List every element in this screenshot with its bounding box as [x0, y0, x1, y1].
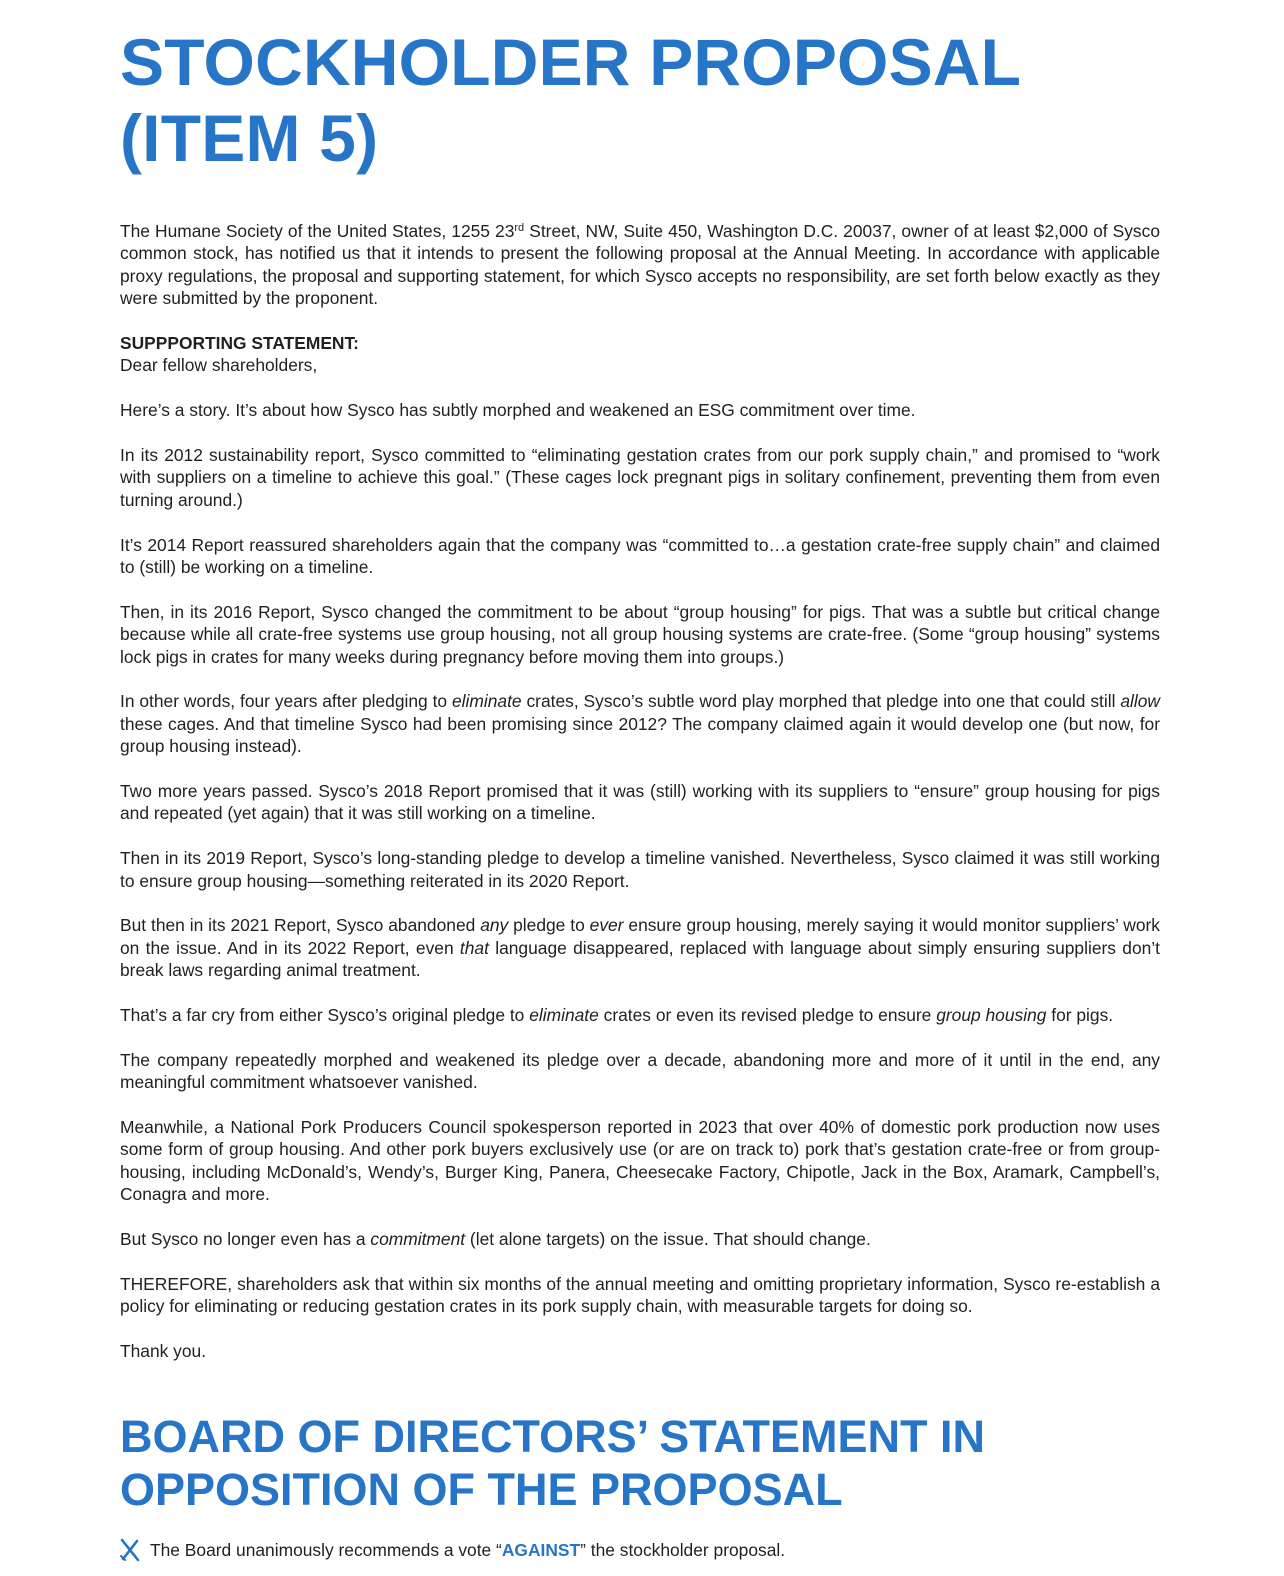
p12-text-b: (let alone targets) on the issue. That should change. [465, 1229, 871, 1250]
p8-text-d: language disappeared, replaced with language about simply ensuring suppliers don’t break laws regarding animal treatment. [120, 937, 1160, 981]
p5-text-a: In other words, four years after pledging to [120, 691, 452, 712]
p5-emphasis-eliminate: eliminate [451, 691, 522, 712]
p9-text-c: for pigs. [1046, 1005, 1114, 1026]
p5-text-b: crates, Sysco’s subtle word play morphed that pledge into one that could still [521, 691, 1121, 712]
board-title-line-1: BOARD OF DIRECTORS’ STATEMENT IN [120, 1411, 986, 1462]
recommendation-text-end: ” the stockholder proposal. [580, 1539, 786, 1560]
x-mark-icon [120, 1538, 140, 1562]
intro-text-rest: Street, NW, Suite 450, Washington D.C. 20037, owner of at least $2,000 of Sysco common stock, has notified us that it intends to present the following proposal at the Annual Meeting. In accordance with applicable proxy regulations, the proposal and supporting statement, for which Sysco accepts no responsibility, are set forth below exactly as they were submitted by the proponent. [120, 221, 1160, 309]
supporting-statement-header [120, 332, 1160, 377]
salutation: Dear fellow shareholders, [120, 355, 318, 376]
paragraph-no-commitment [120, 1228, 1160, 1250]
board-statement-title [120, 1410, 1160, 1516]
p12-emphasis-commitment: commitment [370, 1229, 466, 1250]
paragraph-2016-report: Then, in its 2016 Report, Sysco changed the commitment to be about “group housing” for pigs. That was a subtle but critical change because while all crate-free systems use group housing, not all group housing systems are crate-free. (Some “group housing” systems lock pigs in crates for many weeks during pregnancy before moving them into groups.) [120, 601, 1160, 667]
paragraph-resolution: THEREFORE, shareholders ask that within six months of the annual meeting and omitting proprietary information, Sysco re-establish a policy for eliminating or reducing gestation crates in its pork supply chain, with measurable targets for doing so. [120, 1273, 1160, 1317]
paragraph-2021-report [120, 914, 1160, 981]
p8-emphasis-that: that [459, 937, 489, 958]
proposal-body [120, 220, 1160, 1385]
intro-paragraph [120, 220, 1160, 310]
paragraph-far-cry [120, 1004, 1160, 1026]
p8-text-a: But then in its 2021 Report, Sysco abandoned [120, 915, 481, 936]
page-title [120, 24, 1160, 176]
paragraph-2012-report: In its 2012 sustainability report, Sysco committed to “eliminating gestation crates from our pork supply chain,” and promised to “work with suppliers on a timeline to achieve this goal.” (These cages lock pregnant pigs in solitary confinement, preventing them from even turning around.) [120, 445, 1160, 510]
paragraph-2018-report: Two more years passed. Sysco’s 2018 Report promised that it was (still) working with its suppliers to “ensure” group housing for pigs and repeated (yet again) that it was still working on a timeline. [120, 781, 1160, 824]
p9-emphasis-eliminate: eliminate [529, 1005, 599, 1026]
p5-emphasis-allow: allow [1120, 691, 1160, 712]
paragraph-story: Here’s a story. It’s about how Sysco has subtly morphed and weakened an ESG commitment over time. [120, 400, 916, 421]
intro-ordinal-suffix: rd [514, 222, 525, 234]
paragraph-decade: The company repeatedly morphed and weakened its pledge over a decade, abandoning more and more of it until in the end, any meaningful commitment whatsoever vanished. [120, 1049, 1160, 1093]
p9-text-a: That’s a far cry from either Sysco’s original pledge to [120, 1005, 530, 1026]
p5-text-c: these cages. And that timeline Sysco had been promising since 2012? The company claimed again it would develop one (but now, for group housing instead). [120, 713, 1160, 757]
supporting-statement-heading: SUPPPORTING STATEMENT: [120, 333, 359, 354]
p12-text-a: But Sysco no longer even has a [120, 1229, 371, 1250]
recommendation-text [150, 1540, 785, 1561]
p9-text-b: crates or even its revised pledge to ensure [598, 1005, 937, 1026]
paragraph-2019-report: Then in its 2019 Report, Sysco’s long-standing pledge to develop a timeline vanished. Nevertheless, Sysco claimed it was still working to ensure group housing—something reiterated in its 2020 Report. [120, 848, 1160, 891]
p8-emphasis-ever: ever [589, 915, 624, 936]
p9-emphasis-group-housing: group housing [936, 1005, 1047, 1026]
paragraph-industry: Meanwhile, a National Pork Producers Council spokesperson reported in 2023 that over 40% of domestic pork production now uses some form of group housing. And other pork buyers exclusively use (or are on track to) pork that’s gestation crate-free or from group-housing, including McDonald’s, Wendy’s, Burger King, Panera, Cheesecake Factory, Chipotle, Jack in the Box, Aramark, Campbell’s, Conagra and more. [120, 1117, 1160, 1205]
recommendation-text-start: The Board unanimously recommends a vote “ [150, 1539, 502, 1560]
p8-emphasis-any: any [480, 915, 509, 936]
p8-text-c: ensure group housing, merely saying it would monitor suppliers’ work on the issue. And in its 2022 Report, even [120, 915, 1160, 958]
p8-text-b: pledge to [508, 915, 590, 936]
vote-against-label: AGAINST [501, 1539, 581, 1560]
page-title-line-1: STOCKHOLDER PROPOSAL [120, 25, 1022, 99]
paragraph-closing: Thank you. [120, 1341, 207, 1362]
board-title-line-2: OPPOSITION OF THE PROPOSAL [120, 1464, 843, 1515]
paragraph-2014-report: It’s 2014 Report reassured shareholders again that the company was “committed to…a gestation crate-free supply chain” and claimed to (still) be working on a timeline. [120, 534, 1160, 578]
intro-text-start: The Humane Society of the United States, 1255 23 [120, 221, 515, 241]
page-title-line-2: (ITEM 5) [120, 101, 379, 175]
paragraph-word-play [120, 690, 1160, 757]
board-recommendation [120, 1536, 1160, 1564]
